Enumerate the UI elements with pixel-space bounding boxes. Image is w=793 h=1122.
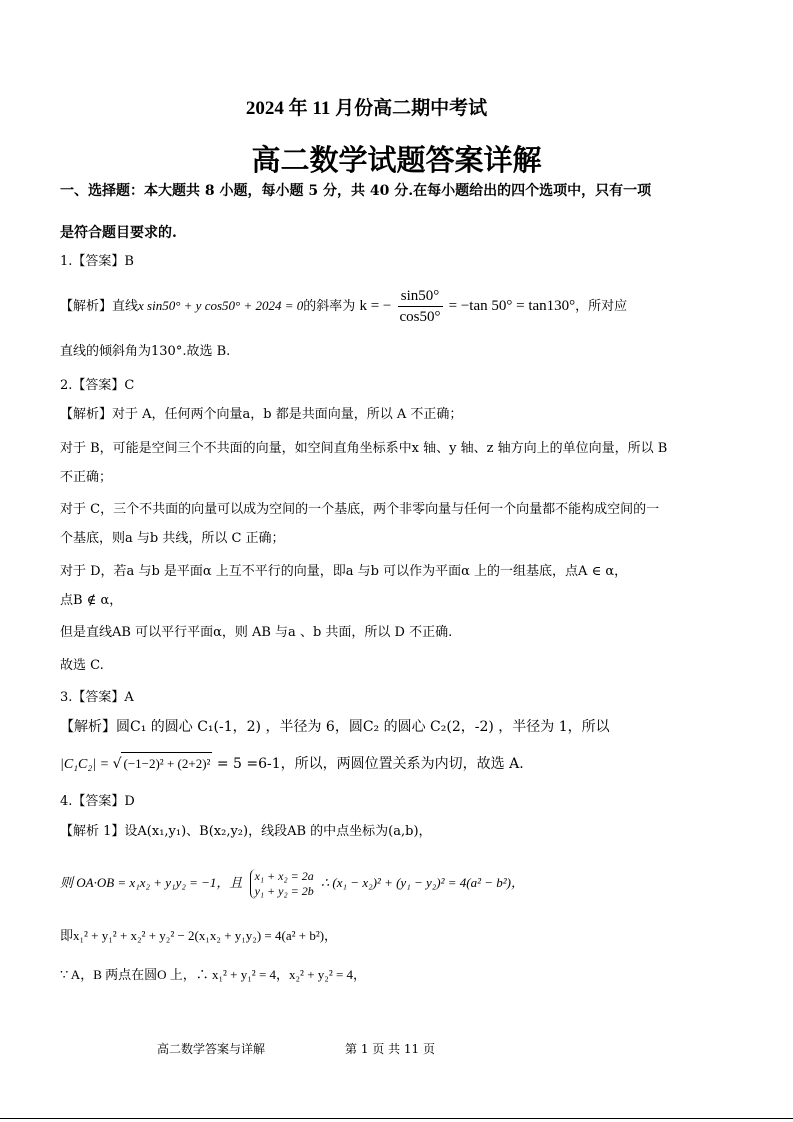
q1-fraction: [398, 286, 443, 327]
q3-distance-left: |C₁C₂| =: [60, 757, 113, 772]
q4-line4: ∵ A，B 两点在圆O 上，∴ x₁² + y₁² = 4，x₂² + y₂² = 4，: [60, 967, 367, 982]
q3-line2: |C₁C₂| = √ (−1−2)² + (2+2)² = 5 =6-1，所以，两圆位置关系为内切，故选 A.: [60, 752, 524, 776]
q1-k: k = −: [359, 298, 392, 314]
q3-distance-right: = 5 =6-1，所以，两圆位置关系为内切，故选 A.: [212, 756, 524, 772]
q1-frac-den: cos50°: [399, 309, 441, 325]
q2-line4: 对于 C，三个不共面的向量可以成为空间的一个基底，两个非零向量与任何一个向量都不能构成空间的一: [60, 502, 660, 517]
q2-line3: 不正确；: [60, 470, 113, 485]
q1-suffix: ，所对应: [575, 299, 628, 314]
q4-system: [250, 869, 314, 899]
q2-line8: 但是直线AB 可以平行平面α，则 AB 与a 、b 共面，所以 D 不正确.: [60, 625, 453, 640]
q4-line2-right: ∴ (x₁ − x₂)² + (y₁ − y₂)² = 4(a² − b²)，: [320, 875, 525, 890]
q3-line1: 【解析】圆C₁ 的圆心 C₁(-1，2) ，半径为 6，圆C₂ 的圆心 C₂(2，-2) ，半径为 1，所以: [60, 719, 610, 735]
q1-expl-prefix: 【解析】直线: [60, 299, 139, 314]
bottom-divider: [0, 1118, 793, 1119]
exam-title: 2024 年 11 月份高二期中考试: [245, 98, 488, 119]
q2-line5: 个基底，则a 与b 共线，所以 C 正确；: [60, 531, 285, 546]
footer-subject: 高二数学答案与详解: [157, 1042, 266, 1056]
q1-frac-num: sin50°: [398, 286, 443, 307]
q4-system-top: x₁ + x₂ = 2a: [254, 868, 314, 883]
footer-page-number: 第 1 页 共 11 页: [345, 1042, 435, 1056]
q4-dot-product: 则 OA·OB = x₁x₂ + y₁y₂ = −1，且: [60, 875, 243, 890]
q4-line3: 即x₁² + y₁² + x₂² + y₂² − 2(x₁x₂ + y₁y₂) = 4(a² + b²)，: [60, 928, 338, 943]
section-heading-line1: 一、选择题：本大题共 8 小题，每小题 5 分，共 40 分.在每小题给出的四个选项中，只有一项: [60, 183, 652, 199]
q2-line6: 对于 D，若a 与b 是平面α 上互不平行的向量，即a 与b 可以作为平面α 上的一组基底，点A ∈ α，: [60, 564, 628, 579]
q1-answer: 1.【答案】B: [60, 254, 134, 269]
q1-slope-text: 的斜率为: [303, 299, 356, 314]
q2-answer: 2.【答案】C: [60, 378, 135, 393]
q4-system-bottom: y₁ + y₂ = 2b: [254, 883, 314, 898]
q4-line1: 【解析 1】设A(x₁,y₁)、B(x₂,y₂)，线段AB 的中点坐标为(a,b)，: [60, 824, 432, 839]
q3-answer: 3.【答案】A: [60, 690, 134, 705]
q2-line1: 【解析】对于 A，任何两个向量a，b 都是共面向量，所以 A 不正确；: [60, 407, 463, 422]
q1-rhs: = −tan 50° = tan130°: [448, 298, 576, 314]
section-heading-line2: 是符合题目要求的.: [60, 225, 177, 241]
q1-line2: 直线的倾斜角为130°.故选 B.: [60, 344, 231, 359]
q4-line2: [60, 866, 524, 901]
q2-line7: 点B ∉ α，: [60, 593, 123, 608]
q4-answer: 4.【答案】D: [60, 794, 135, 809]
q2-line9: 故选 C.: [60, 658, 104, 673]
q2-line2: 对于 B，可能是空间三个不共面的向量，如空间直角坐标系中x 轴、y 轴、z 轴方向上的单位向量，所以 B: [60, 441, 668, 456]
q1-explanation: [60, 285, 627, 328]
main-title: 高二数学试题答案详解: [251, 143, 542, 177]
q3-sqrt: (−1−2)² + (2+2)²: [121, 752, 212, 775]
q1-line-equation: x sin50° + y cos50° + 2024 = 0: [138, 298, 304, 313]
